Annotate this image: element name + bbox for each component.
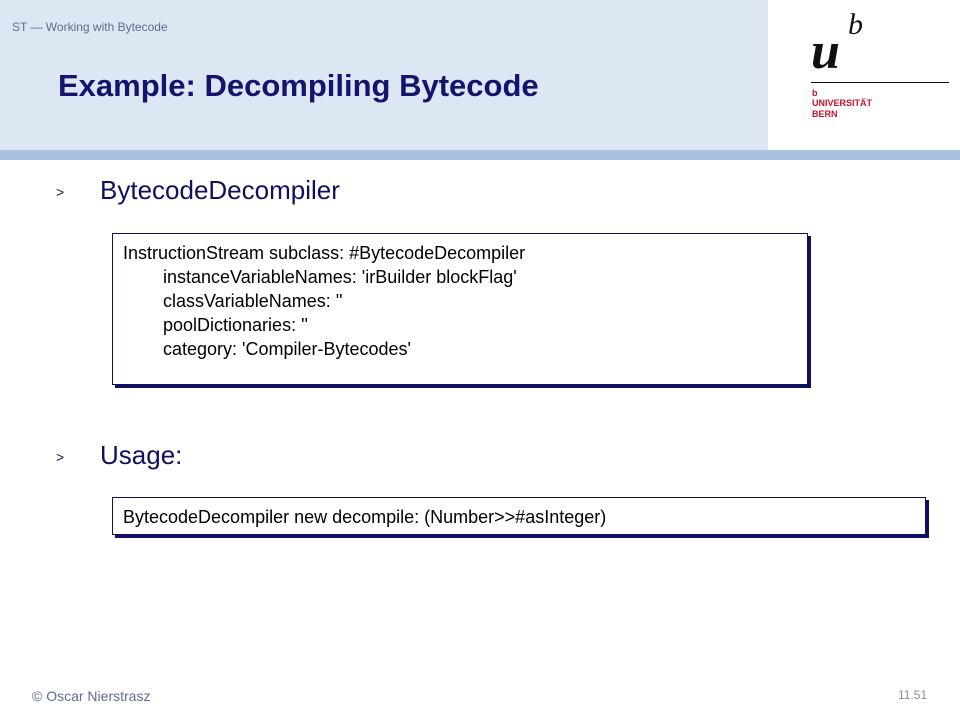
class-definition-code-box — [112, 233, 808, 385]
logo-name — [812, 98, 872, 120]
bullet-bytecode-decompiler — [56, 175, 340, 206]
bullet-usage — [56, 440, 182, 471]
logo-b: b — [848, 8, 863, 41]
code-line: category: 'Compiler-Bytecodes' — [163, 339, 411, 359]
code-line: classVariableNames: '' — [163, 291, 343, 311]
footer-copyright: © Oscar Nierstrasz — [32, 688, 151, 704]
bullet-label: Usage: — [100, 440, 183, 470]
logo-name-line2: BERN — [812, 109, 838, 119]
bullet-marker: > — [56, 184, 65, 201]
header-divider — [0, 150, 960, 160]
university-logo — [808, 8, 953, 126]
usage-code-box — [112, 497, 926, 535]
page-number: 11.51 — [898, 688, 928, 702]
running-title: ST — Working with Bytecode — [12, 20, 168, 34]
bullet-label: BytecodeDecompiler — [100, 175, 340, 205]
logo-name-line1: UNIVERSITÄT — [812, 98, 873, 108]
slide-title: Example: Decompiling Bytecode — [58, 68, 539, 103]
bullet-marker: > — [56, 449, 65, 466]
code-line: BytecodeDecompiler new decompile: (Number>>#asInteger) — [123, 507, 607, 527]
code-line: instanceVariableNames: 'irBuilder blockFlag' — [163, 267, 517, 287]
code-line: poolDictionaries: '' — [163, 315, 308, 335]
logo-small-b: b — [812, 88, 818, 98]
logo-u: u — [811, 23, 840, 80]
logo-rule — [811, 82, 949, 83]
code-line: InstructionStream subclass: #BytecodeDecompiler — [123, 243, 526, 263]
